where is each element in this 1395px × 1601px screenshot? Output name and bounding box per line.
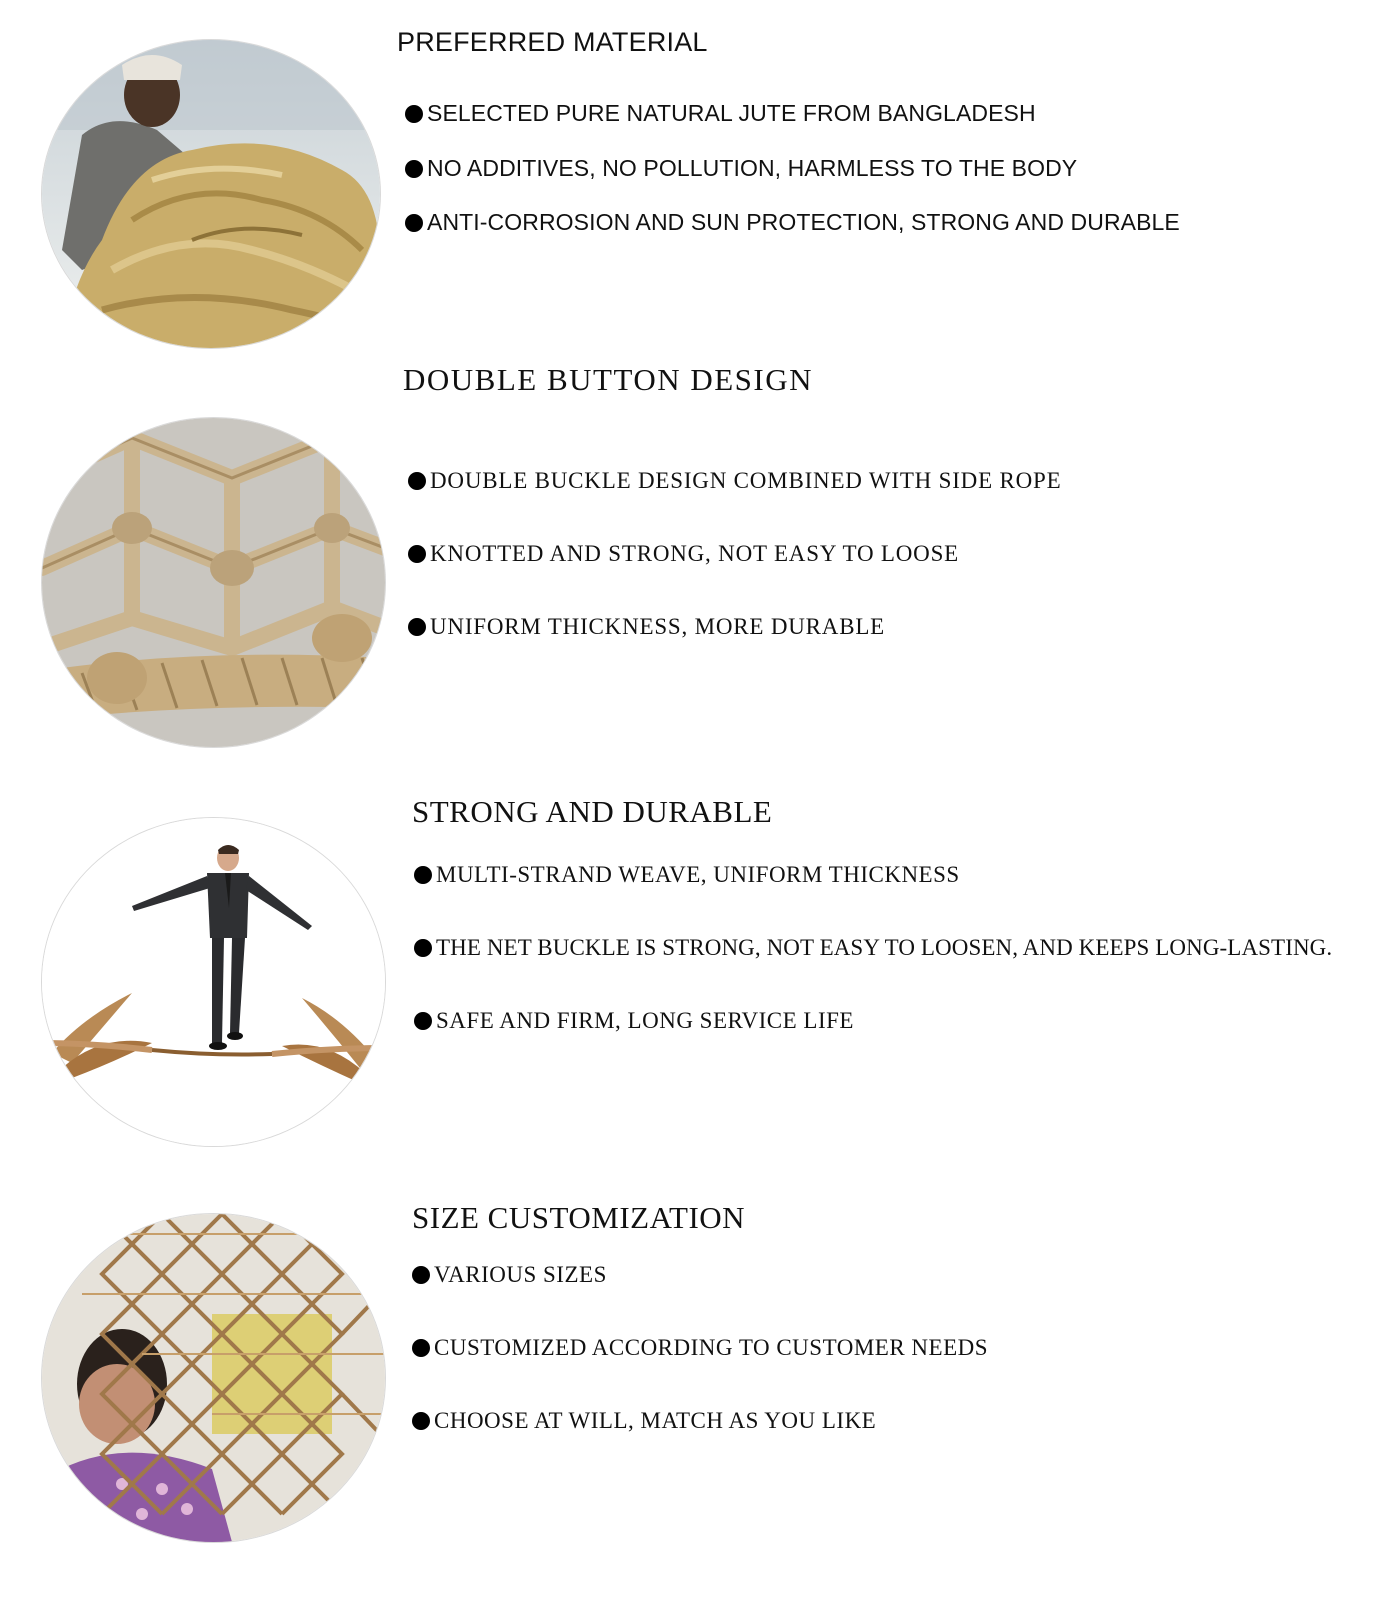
bullet-icon [408, 472, 426, 490]
bullet-icon [414, 1012, 432, 1030]
knotted-rope-net-image [42, 418, 385, 747]
bullet-item: CUSTOMIZED ACCORDING TO CUSTOMER NEEDS [412, 1335, 988, 1361]
bullet-icon [412, 1412, 430, 1430]
bullet-item: SAFE AND FIRM, LONG SERVICE LIFE [414, 1008, 854, 1034]
bullet-icon [412, 1266, 430, 1284]
bullet-item: KNOTTED AND STRONG, NOT EASY TO LOOSE [408, 541, 959, 567]
section-heading: DOUBLE BUTTON DESIGN [403, 362, 814, 397]
man-balancing-on-rope-image [42, 818, 385, 1146]
bullet-item: VARIOUS SIZES [412, 1262, 607, 1288]
bullet-icon [408, 545, 426, 563]
bullet-item: DOUBLE BUCKLE DESIGN COMBINED WITH SIDE ROPE [408, 468, 1061, 494]
bullet-item: CHOOSE AT WILL, MATCH AS YOU LIKE [412, 1408, 876, 1434]
bullet-item: THE NET BUCKLE IS STRONG, NOT EASY TO LOOSEN, AND KEEPS LONG-LASTING. [414, 935, 1332, 961]
bullet-item: NO ADDITIVES, NO POLLUTION, HARMLESS TO THE BODY [405, 155, 1077, 182]
bullet-icon [408, 618, 426, 636]
bullet-icon [412, 1339, 430, 1357]
bullet-icon [414, 866, 432, 884]
section-heading: PREFERRED MATERIAL [397, 27, 708, 57]
bullet-icon [405, 214, 423, 232]
bullet-item: MULTI-STRAND WEAVE, UNIFORM THICKNESS [414, 862, 960, 888]
bullet-icon [405, 105, 423, 123]
bullet-icon [414, 939, 432, 957]
bullet-item: UNIFORM THICKNESS, MORE DURABLE [408, 614, 885, 640]
jute-harvest-image [42, 40, 380, 348]
bullet-item: SELECTED PURE NATURAL JUTE FROM BANGLADESH [405, 100, 1036, 127]
bullet-icon [405, 160, 423, 178]
people-behind-rope-net-image [42, 1214, 385, 1542]
section-heading: SIZE CUSTOMIZATION [412, 1200, 746, 1235]
bullet-item: ANTI-CORROSION AND SUN PROTECTION, STRONG AND DURABLE [405, 209, 1180, 236]
section-heading: STRONG AND DURABLE [412, 794, 773, 829]
